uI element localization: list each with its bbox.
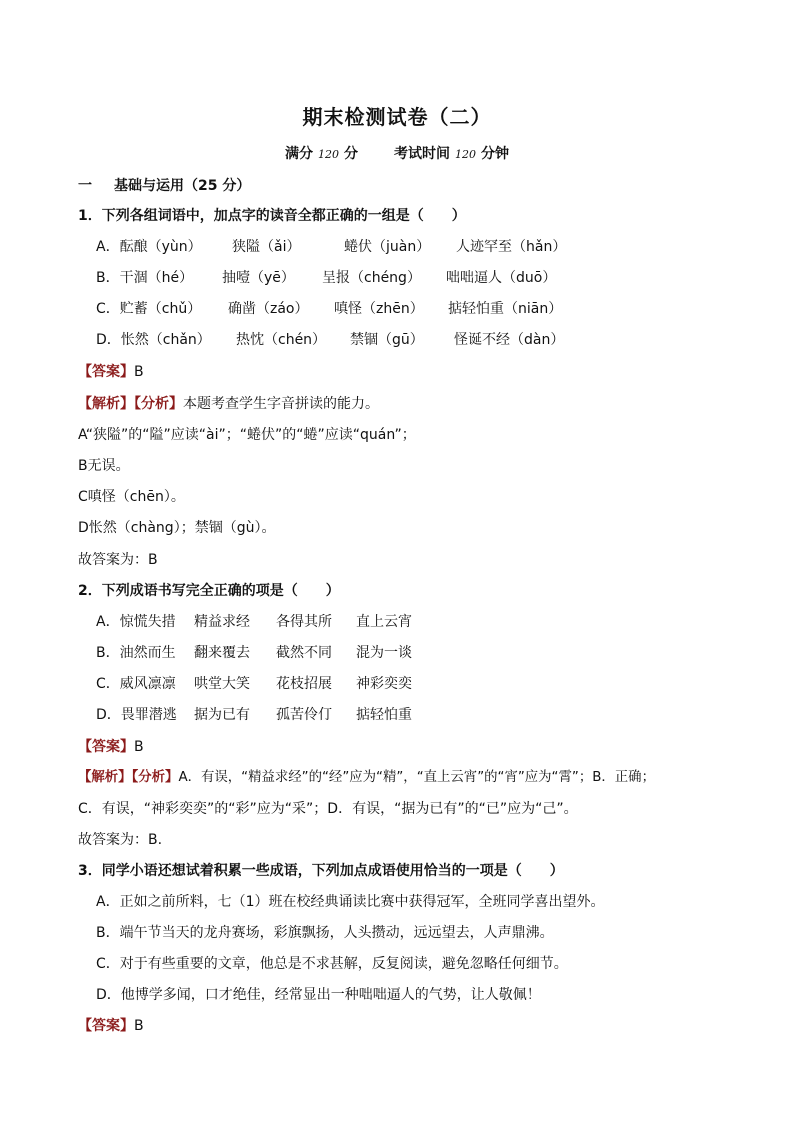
analysis-tag: 【解析】【分析】 bbox=[78, 770, 179, 785]
option-text: 嗔怪（zhēn） bbox=[334, 301, 424, 317]
option-text: 确凿（záo） bbox=[228, 301, 309, 317]
question-1-option-a bbox=[96, 238, 566, 256]
option-text: C．贮蓄（chǔ） bbox=[96, 301, 202, 317]
analysis-text: 本题考查学生字音拼读的能力。 bbox=[183, 396, 379, 412]
option-text: 人迹罕至（hǎn） bbox=[456, 239, 567, 255]
question-2-option-a bbox=[96, 613, 412, 631]
answer-tag: 【答案】 bbox=[78, 364, 134, 380]
option-text: 掂轻怕重 bbox=[356, 707, 412, 723]
full-score-value: 120 bbox=[318, 148, 339, 161]
question-2-option-d bbox=[96, 706, 412, 724]
question-1-answer bbox=[78, 363, 144, 381]
question-3-option-a: A．正如之前所料，七（1）班在校经典诵读比赛中获得冠军，全班同学喜出望外。 bbox=[96, 894, 605, 910]
answer-value: B bbox=[134, 364, 144, 380]
question-2-answer bbox=[78, 738, 144, 756]
option-text: 狭隘（ǎi） bbox=[232, 239, 301, 255]
section-number: 一 bbox=[78, 178, 92, 194]
answer-tag: 【答案】 bbox=[78, 739, 134, 755]
option-text: 混为一谈 bbox=[356, 645, 412, 661]
question-1-option-c bbox=[96, 300, 562, 318]
question-1-note: A“狭隘”的“隘”应读“ài”；“蜷伏”的“蜷”应读“quán”； bbox=[78, 427, 416, 443]
question-3-option-b: B．端午节当天的龙舟赛场，彩旗飘扬，人头攒动，远远望去，人声鼎沸。 bbox=[96, 925, 554, 941]
question-2-stem: 2．下列成语书写完全正确的项是（ ） bbox=[78, 583, 340, 599]
option-text: C．威风凛凛 bbox=[96, 676, 176, 692]
time-value: 120 bbox=[455, 148, 476, 161]
option-text: D．怅然（chǎn） bbox=[96, 332, 211, 348]
question-1-stem: 1．下列各组词语中，加点字的读音全都正确的一组是（ ） bbox=[78, 208, 466, 224]
option-text: 各得其所 bbox=[276, 614, 332, 630]
question-2-conclusion: 故答案为：B. bbox=[78, 832, 163, 848]
answer-value: B bbox=[134, 739, 144, 755]
option-text: 花枝招展 bbox=[276, 676, 332, 692]
option-text: 呈报（chéng） bbox=[322, 270, 421, 286]
question-3-option-d: D．他博学多闻，口才绝佳，经常显出一种咄咄逼人的气势，让人敬佩！ bbox=[96, 987, 541, 1003]
question-2-option-c bbox=[96, 675, 412, 693]
option-text: B．干涸（hé） bbox=[96, 270, 194, 286]
question-2-option-b bbox=[96, 644, 412, 662]
question-2-analysis bbox=[78, 769, 655, 787]
option-text: 截然不同 bbox=[276, 645, 332, 661]
question-1-analysis bbox=[78, 395, 379, 413]
question-1-note: C嗔怪（chēn）。 bbox=[78, 489, 185, 505]
exam-subtitle bbox=[0, 145, 794, 164]
option-text: A．酝酿（yùn） bbox=[96, 239, 202, 255]
question-1-note: B无误。 bbox=[78, 458, 130, 474]
option-text: 精益求经 bbox=[194, 614, 250, 630]
full-score-label: 满分 bbox=[285, 146, 313, 162]
analysis-text: A．有误，“精益求经”的“经”应为“精”，“直上云宵”的“宵”应为“霄”；B．正确； bbox=[178, 770, 655, 785]
option-text: 热忱（chén） bbox=[236, 332, 327, 348]
question-2-analysis-cont: C．有误，“神彩奕奕”的“彩”应为“采”；D．有误，“据为已有”的“已”应为“己”。 bbox=[78, 801, 578, 817]
option-text: 据为已有 bbox=[194, 707, 250, 723]
question-1-conclusion: 故答案为：B bbox=[78, 552, 158, 568]
full-score-unit: 分 bbox=[344, 146, 358, 162]
option-text: 哄堂大笑 bbox=[194, 676, 250, 692]
answer-tag: 【答案】 bbox=[78, 1018, 134, 1034]
question-3-stem: 3．同学小语还想试着积累一些成语，下列加点成语使用恰当的一项是（ ） bbox=[78, 863, 564, 879]
question-3-answer bbox=[78, 1017, 144, 1035]
section-heading bbox=[78, 177, 250, 195]
option-text: 蜷伏（juàn） bbox=[344, 239, 431, 255]
option-text: 掂轻怕重（niān） bbox=[448, 301, 563, 317]
option-text: 怪诞不经（dàn） bbox=[454, 332, 565, 348]
option-text: 抽噎（yē） bbox=[222, 270, 295, 286]
option-text: 神彩奕奕 bbox=[356, 676, 412, 692]
question-3-option-c: C．对于有些重要的文章，他总是不求甚解，反复阅读，避免忽略任何细节。 bbox=[96, 956, 568, 972]
section-title: 基础与运用（25 分） bbox=[114, 178, 251, 194]
question-1-option-d bbox=[96, 331, 564, 349]
option-text: 咄咄逼人（duō） bbox=[446, 270, 557, 286]
option-text: 直上云宵 bbox=[356, 614, 412, 630]
question-1-option-b bbox=[96, 269, 556, 287]
answer-value: B bbox=[134, 1018, 144, 1034]
option-text: A．惊慌失措 bbox=[96, 614, 176, 630]
option-text: B．油然而生 bbox=[96, 645, 176, 661]
question-1-note: D怅然（chàng）；禁锢（gù）。 bbox=[78, 520, 276, 536]
option-text: D．畏罪潜逃 bbox=[96, 707, 177, 723]
exam-title: 期末检测试卷（二） bbox=[302, 105, 492, 129]
time-unit: 分钟 bbox=[481, 146, 509, 162]
analysis-tag: 【解析】【分析】 bbox=[78, 396, 183, 412]
option-text: 翻来覆去 bbox=[194, 645, 250, 661]
time-label: 考试时间 bbox=[394, 146, 450, 162]
option-text: 禁锢（gū） bbox=[350, 332, 424, 348]
option-text: 孤苦伶仃 bbox=[276, 707, 332, 723]
